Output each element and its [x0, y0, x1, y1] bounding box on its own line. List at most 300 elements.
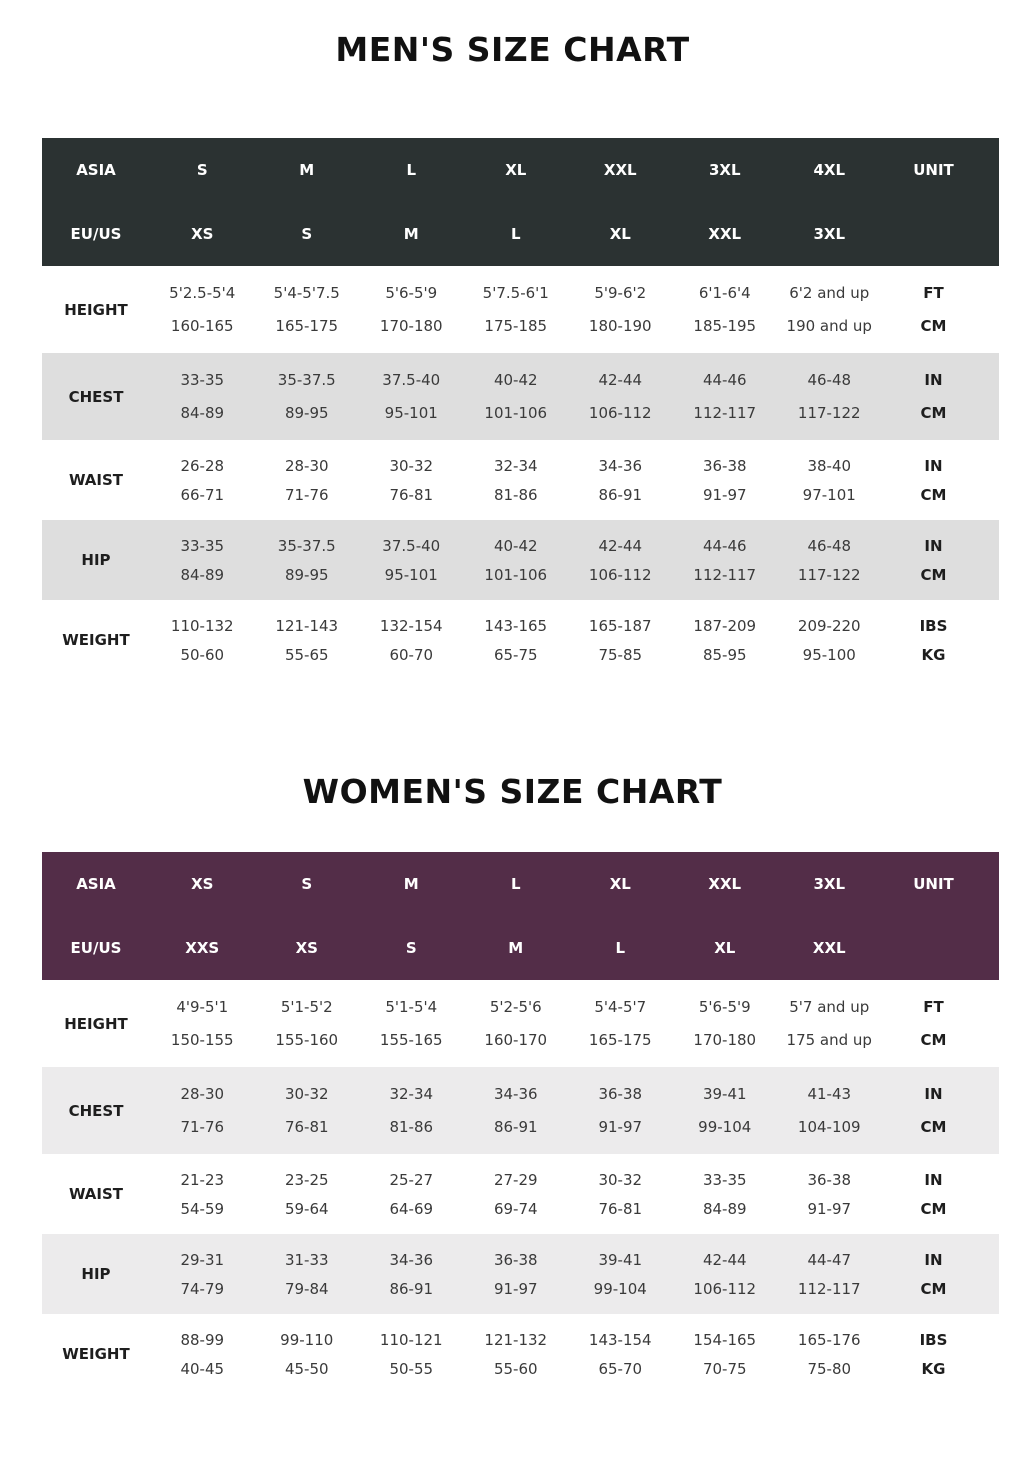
value-primary: 26-28 [180, 456, 225, 475]
value-primary: 44-47 [807, 1250, 852, 1269]
row-label: CHEST [68, 1101, 124, 1120]
header-label-unit: UNIT [913, 875, 954, 893]
header-size-asia: 3XL [813, 875, 846, 893]
value-secondary: 106-112 [693, 1279, 757, 1298]
size-cell [464, 371, 569, 422]
value-secondary: 91-97 [702, 485, 747, 504]
measurement-row-weight [42, 600, 999, 680]
size-cell [359, 1171, 464, 1218]
value-primary: 165-187 [588, 616, 652, 635]
row-label: HEIGHT [64, 300, 128, 319]
value-primary: 34-36 [493, 1085, 538, 1103]
measurement-row-hip [42, 520, 999, 600]
value-primary: 209-220 [797, 616, 861, 635]
value-primary: 121-132 [484, 1330, 548, 1349]
value-secondary: 170-180 [693, 1031, 757, 1049]
women-size-table [42, 852, 999, 1394]
size-cell [568, 998, 673, 1049]
value-secondary: 101-106 [484, 404, 548, 422]
size-cell [568, 371, 673, 422]
value-primary: 31-33 [284, 1250, 329, 1269]
value-primary: 35-37.5 [277, 536, 336, 555]
size-cell [673, 457, 778, 504]
size-cell [777, 1251, 882, 1298]
value-secondary: 112-117 [693, 404, 757, 422]
header-label-unit: UNIT [913, 161, 954, 179]
size-cell [255, 371, 360, 422]
value-primary: 42-44 [598, 536, 643, 555]
header-size-asia: XL [609, 875, 631, 893]
value-primary: 99-110 [280, 1330, 334, 1349]
size-cell [150, 998, 255, 1049]
unit-primary: IN [924, 456, 943, 475]
size-cell [150, 537, 255, 584]
value-secondary: 95-101 [384, 565, 438, 584]
size-cell [673, 1085, 778, 1136]
measurement-row-hip [42, 1234, 999, 1314]
size-cell [777, 371, 882, 422]
value-secondary: 170-180 [379, 317, 443, 335]
size-cell [568, 1331, 673, 1378]
value-secondary: 75-80 [807, 1359, 852, 1378]
value-secondary: 175 and up [786, 1031, 872, 1049]
value-primary: 46-48 [807, 536, 852, 555]
header-label-asia: ASIA [76, 161, 116, 179]
unit-primary: IN [924, 371, 943, 389]
size-cell [568, 284, 673, 335]
value-secondary: 160-165 [170, 317, 234, 335]
value-primary: 165-176 [797, 1330, 861, 1349]
header-size-euus: XL [714, 939, 736, 957]
header-size-euus: M [403, 225, 419, 243]
value-secondary: 71-76 [180, 1118, 225, 1136]
size-cell [150, 457, 255, 504]
value-primary: 132-154 [379, 616, 443, 635]
unit-secondary: CM [920, 1279, 947, 1298]
value-secondary: 91-97 [493, 1279, 538, 1298]
value-secondary: 84-89 [702, 1199, 747, 1218]
size-cell [150, 1085, 255, 1136]
size-cell [150, 1171, 255, 1218]
header-size-euus: XXL [708, 225, 742, 243]
header-size-euus: S [301, 225, 313, 243]
value-secondary: 165-175 [588, 1031, 652, 1049]
unit-cell [882, 1171, 986, 1218]
size-cell [568, 1171, 673, 1218]
value-secondary: 79-84 [284, 1279, 329, 1298]
unit-primary: IN [924, 536, 943, 555]
value-primary: 110-132 [170, 616, 234, 635]
value-primary: 143-154 [588, 1330, 652, 1349]
size-cell [777, 457, 882, 504]
value-primary: 27-29 [493, 1170, 538, 1189]
value-secondary: 112-117 [693, 565, 757, 584]
size-cell [464, 1251, 569, 1298]
value-primary: 5'6-5'9 [698, 998, 751, 1016]
header-size-asia: XL [505, 161, 527, 179]
measurement-row-height [42, 266, 999, 353]
unit-cell [882, 998, 986, 1049]
value-primary: 42-44 [702, 1250, 747, 1269]
value-secondary: 99-104 [593, 1279, 647, 1298]
header-size-asia: M [403, 875, 419, 893]
size-cell [255, 1171, 360, 1218]
value-primary: 30-32 [598, 1170, 643, 1189]
value-secondary: 95-101 [384, 404, 438, 422]
value-primary: 36-38 [598, 1085, 643, 1103]
size-cell [777, 998, 882, 1049]
value-secondary: 86-91 [598, 485, 643, 504]
size-cell [673, 284, 778, 335]
unit-cell [882, 1251, 986, 1298]
value-secondary: 117-122 [797, 565, 861, 584]
size-cell [568, 1085, 673, 1136]
value-secondary: 155-160 [275, 1031, 339, 1049]
size-cell [255, 998, 360, 1049]
header-size-asia: 3XL [708, 161, 741, 179]
value-secondary: 112-117 [797, 1279, 861, 1298]
value-primary: 35-37.5 [277, 371, 336, 389]
size-cell [359, 457, 464, 504]
size-cell [150, 1331, 255, 1378]
value-primary: 29-31 [180, 1250, 225, 1269]
size-cell [464, 1085, 569, 1136]
value-secondary: 190 and up [786, 317, 872, 335]
value-secondary: 54-59 [180, 1199, 225, 1218]
value-primary: 40-42 [493, 536, 538, 555]
size-cell [777, 1171, 882, 1218]
value-secondary: 89-95 [284, 565, 329, 584]
men-size-table [42, 138, 999, 680]
header-size-euus: XS [295, 939, 318, 957]
value-primary: 5'4-5'7 [594, 998, 647, 1016]
size-cell [150, 1251, 255, 1298]
header-size-euus: 3XL [813, 225, 846, 243]
value-secondary: 106-112 [588, 565, 652, 584]
unit-secondary: CM [920, 317, 947, 335]
value-secondary: 60-70 [389, 645, 434, 664]
size-cell [359, 617, 464, 664]
header-size-asia: XXL [708, 875, 742, 893]
value-secondary: 84-89 [180, 565, 225, 584]
value-primary: 25-27 [389, 1170, 434, 1189]
value-secondary: 106-112 [588, 404, 652, 422]
header-size-asia: S [196, 161, 208, 179]
value-secondary: 117-122 [797, 404, 861, 422]
size-cell [150, 617, 255, 664]
value-secondary: 71-76 [284, 485, 329, 504]
size-cell [150, 284, 255, 335]
size-cell [255, 617, 360, 664]
value-secondary: 160-170 [484, 1031, 548, 1049]
value-secondary: 89-95 [284, 404, 329, 422]
value-secondary: 95-100 [802, 645, 856, 664]
value-primary: 5'1-5'2 [280, 998, 333, 1016]
size-cell [255, 537, 360, 584]
unit-primary: IBS [919, 1330, 948, 1349]
size-cell [464, 1171, 569, 1218]
value-secondary: 86-91 [493, 1118, 538, 1136]
size-cell [777, 617, 882, 664]
value-primary: 121-143 [275, 616, 339, 635]
value-secondary: 65-75 [493, 645, 538, 664]
size-cell [359, 1085, 464, 1136]
value-primary: 30-32 [284, 1085, 329, 1103]
value-secondary: 85-95 [702, 645, 747, 664]
size-cell [673, 617, 778, 664]
size-cell [568, 617, 673, 664]
size-cell [673, 537, 778, 584]
value-primary: 21-23 [180, 1170, 225, 1189]
value-primary: 36-38 [702, 456, 747, 475]
value-primary: 32-34 [389, 1085, 434, 1103]
size-cell [673, 998, 778, 1049]
header-size-euus: XS [191, 225, 214, 243]
size-cell [359, 371, 464, 422]
value-primary: 5'7.5-6'1 [482, 284, 549, 302]
men-chart-title: MEN'S SIZE CHART [335, 30, 690, 69]
value-secondary: 97-101 [802, 485, 856, 504]
value-secondary: 165-175 [275, 317, 339, 335]
unit-cell [882, 1331, 986, 1378]
value-primary: 187-209 [693, 616, 757, 635]
header-row-asia [42, 138, 999, 202]
value-primary: 42-44 [598, 371, 643, 389]
unit-secondary: CM [920, 485, 947, 504]
size-cell [464, 457, 569, 504]
size-cell [673, 1171, 778, 1218]
value-primary: 36-38 [493, 1250, 538, 1269]
value-primary: 30-32 [389, 456, 434, 475]
size-cell [255, 284, 360, 335]
size-cell [464, 537, 569, 584]
value-primary: 23-25 [284, 1170, 329, 1189]
size-cell [777, 1085, 882, 1136]
value-primary: 6'1-6'4 [698, 284, 751, 302]
value-secondary: 76-81 [389, 485, 434, 504]
value-primary: 34-36 [598, 456, 643, 475]
unit-primary: IN [924, 1085, 943, 1103]
unit-secondary: CM [920, 1118, 947, 1136]
measurement-row-height [42, 980, 999, 1067]
unit-cell [882, 371, 986, 422]
unit-secondary: KG [921, 645, 946, 664]
value-primary: 46-48 [807, 371, 852, 389]
value-secondary: 175-185 [484, 317, 548, 335]
size-cell [568, 457, 673, 504]
value-primary: 110-121 [379, 1330, 443, 1349]
measurement-row-chest [42, 353, 999, 440]
header-size-euus: L [615, 939, 626, 957]
row-label: HIP [81, 551, 111, 569]
value-secondary: 150-155 [170, 1031, 234, 1049]
value-secondary: 70-75 [702, 1359, 747, 1378]
unit-primary: FT [923, 998, 944, 1016]
value-secondary: 65-70 [598, 1359, 643, 1378]
unit-cell [882, 457, 986, 504]
header-size-asia: XXL [603, 161, 637, 179]
value-primary: 5'6-5'9 [385, 284, 438, 302]
header-size-euus: M [508, 939, 524, 957]
row-label: CHEST [68, 387, 124, 406]
value-secondary: 45-50 [284, 1359, 329, 1378]
value-primary: 4'9-5'1 [176, 998, 229, 1016]
value-secondary: 40-45 [180, 1359, 225, 1378]
unit-primary: IN [924, 1170, 943, 1189]
size-cell [359, 537, 464, 584]
value-secondary: 50-55 [389, 1359, 434, 1378]
value-secondary: 91-97 [598, 1118, 643, 1136]
header-size-asia: L [510, 875, 521, 893]
value-primary: 154-165 [693, 1330, 757, 1349]
value-secondary: 81-86 [493, 485, 538, 504]
size-cell [673, 371, 778, 422]
value-primary: 5'2-5'6 [489, 998, 542, 1016]
value-primary: 6'2 and up [789, 284, 870, 302]
size-cell [255, 1331, 360, 1378]
value-primary: 28-30 [284, 456, 329, 475]
row-label: HEIGHT [64, 1014, 128, 1033]
value-secondary: 86-91 [389, 1279, 434, 1298]
unit-primary: FT [923, 284, 944, 302]
size-cell [255, 1251, 360, 1298]
row-label: WEIGHT [62, 1345, 130, 1363]
value-secondary: 64-69 [389, 1199, 434, 1218]
value-primary: 33-35 [180, 536, 225, 555]
unit-secondary: CM [920, 1199, 947, 1218]
value-primary: 37.5-40 [382, 536, 441, 555]
header-size-euus: XXS [185, 939, 220, 957]
value-secondary: 66-71 [180, 485, 225, 504]
size-cell [359, 998, 464, 1049]
value-primary: 36-38 [807, 1170, 852, 1189]
header-label-euus: EU/US [70, 225, 122, 243]
unit-cell [882, 537, 986, 584]
size-cell [255, 1085, 360, 1136]
size-cell [464, 1331, 569, 1378]
value-secondary: 185-195 [693, 317, 757, 335]
value-secondary: 76-81 [284, 1118, 329, 1136]
value-secondary: 84-89 [180, 404, 225, 422]
value-secondary: 99-104 [698, 1118, 752, 1136]
row-label: WAIST [68, 471, 124, 489]
header-size-asia: M [299, 161, 315, 179]
unit-cell [882, 1085, 986, 1136]
value-primary: 33-35 [702, 1170, 747, 1189]
value-secondary: 55-65 [284, 645, 329, 664]
header-label-euus: EU/US [70, 939, 122, 957]
size-cell [777, 1331, 882, 1378]
header-row-euus [42, 202, 999, 266]
value-primary: 5'2.5-5'4 [169, 284, 236, 302]
size-cell [464, 617, 569, 664]
size-cell [464, 284, 569, 335]
header-size-euus: L [510, 225, 521, 243]
value-primary: 143-165 [484, 616, 548, 635]
size-cell [359, 1331, 464, 1378]
value-primary: 5'7 and up [789, 998, 870, 1016]
value-secondary: 104-109 [797, 1118, 861, 1136]
size-cell [568, 1251, 673, 1298]
value-primary: 40-42 [493, 371, 538, 389]
header-size-asia: S [301, 875, 313, 893]
size-cell [777, 284, 882, 335]
men-table-header [42, 138, 999, 266]
value-primary: 33-35 [180, 371, 225, 389]
header-size-euus: XXL [812, 939, 846, 957]
size-cell [150, 371, 255, 422]
unit-primary: IN [924, 1250, 943, 1269]
value-secondary: 75-85 [598, 645, 643, 664]
unit-cell [882, 617, 986, 664]
value-secondary: 81-86 [389, 1118, 434, 1136]
row-label: WAIST [68, 1185, 124, 1203]
value-secondary: 69-74 [493, 1199, 538, 1218]
row-label: WEIGHT [62, 631, 130, 649]
header-label-asia: ASIA [76, 875, 116, 893]
header-row-asia [42, 852, 999, 916]
unit-cell [882, 284, 986, 335]
measurement-row-waist [42, 1154, 999, 1234]
value-secondary: 76-81 [598, 1199, 643, 1218]
size-cell [777, 537, 882, 584]
unit-secondary: CM [920, 1031, 947, 1049]
value-primary: 5'9-6'2 [594, 284, 647, 302]
unit-secondary: KG [921, 1359, 946, 1378]
value-primary: 37.5-40 [382, 371, 441, 389]
size-cell [673, 1251, 778, 1298]
value-secondary: 55-60 [493, 1359, 538, 1378]
value-primary: 39-41 [598, 1250, 643, 1269]
size-cell [464, 998, 569, 1049]
header-size-asia: L [406, 161, 417, 179]
value-primary: 32-34 [493, 456, 538, 475]
value-primary: 88-99 [180, 1330, 225, 1349]
size-cell [568, 537, 673, 584]
row-label: HIP [81, 1265, 111, 1283]
size-cell [673, 1331, 778, 1378]
value-primary: 28-30 [180, 1085, 225, 1103]
women-table-header [42, 852, 999, 980]
header-size-asia: XS [191, 875, 214, 893]
header-size-euus: XL [609, 225, 631, 243]
value-secondary: 74-79 [180, 1279, 225, 1298]
value-primary: 41-43 [807, 1085, 852, 1103]
value-primary: 39-41 [702, 1085, 747, 1103]
value-secondary: 155-165 [379, 1031, 443, 1049]
value-primary: 5'1-5'4 [385, 998, 438, 1016]
value-secondary: 101-106 [484, 565, 548, 584]
value-secondary: 59-64 [284, 1199, 329, 1218]
measurement-row-waist [42, 440, 999, 520]
value-secondary: 180-190 [588, 317, 652, 335]
size-cell [359, 284, 464, 335]
size-cell [359, 1251, 464, 1298]
value-primary: 38-40 [807, 456, 852, 475]
value-secondary: 91-97 [807, 1199, 852, 1218]
women-chart-title: WOMEN'S SIZE CHART [302, 772, 723, 811]
size-cell [255, 457, 360, 504]
header-size-euus: S [405, 939, 417, 957]
value-primary: 44-46 [702, 371, 747, 389]
unit-primary: IBS [919, 616, 948, 635]
value-primary: 5'4-5'7.5 [273, 284, 340, 302]
value-primary: 34-36 [389, 1250, 434, 1269]
measurement-row-weight [42, 1314, 999, 1394]
header-size-asia: 4XL [813, 161, 846, 179]
measurement-row-chest [42, 1067, 999, 1154]
header-row-euus [42, 916, 999, 980]
